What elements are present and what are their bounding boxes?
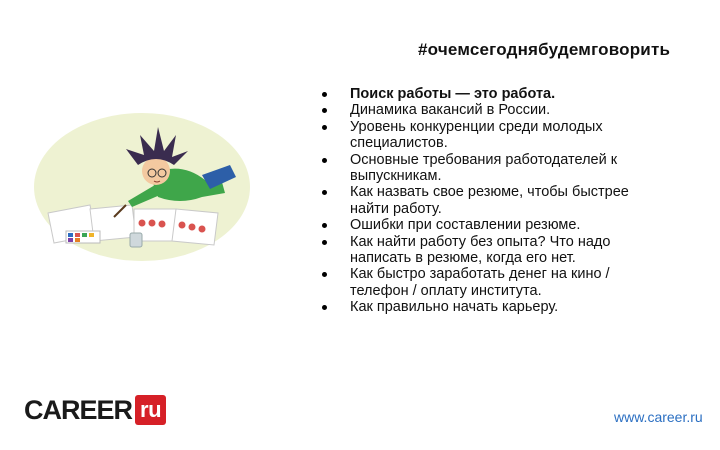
bullet-icon (322, 108, 327, 113)
bullet-icon (322, 305, 327, 310)
list-item: Основные требования работодателей к выпускникам. (322, 152, 662, 185)
bullet-icon (322, 92, 327, 97)
logo-badge: ru (135, 395, 166, 425)
bullet-icon (322, 240, 327, 245)
artist-boy-painting-icon (30, 105, 255, 265)
slide-hashtag-title: #очемсегоднябудемговорить (418, 40, 671, 59)
list-item: Динамика вакансий в России. (322, 102, 662, 118)
website-link[interactable]: www.career.ru (614, 409, 703, 425)
topic-bullet-list (322, 86, 662, 316)
bullet-icon (322, 223, 327, 228)
bullet-icon (322, 272, 327, 277)
list-item: Как назвать свое резюме, чтобы быстрее найти работу. (322, 184, 662, 217)
career-ru-logo[interactable] (24, 394, 166, 426)
list-item: Поиск работы — это работа. (322, 86, 662, 102)
list-item: Как быстро заработать денег на кино / телефон / оплату института. (322, 266, 662, 299)
list-item: Как правильно начать карьеру. (322, 299, 662, 315)
list-item: Как найти работу без опыта? Что надо написать в резюме, когда его нет. (322, 234, 662, 267)
list-item: Уровень конкуренции среди молодых специалистов. (322, 119, 662, 152)
bullet-icon (322, 190, 327, 195)
bullet-icon (322, 125, 327, 130)
bullet-icon (322, 158, 327, 163)
logo-wordmark: CAREER (24, 394, 133, 425)
list-item: Ошибки при составлении резюме. (322, 217, 662, 233)
